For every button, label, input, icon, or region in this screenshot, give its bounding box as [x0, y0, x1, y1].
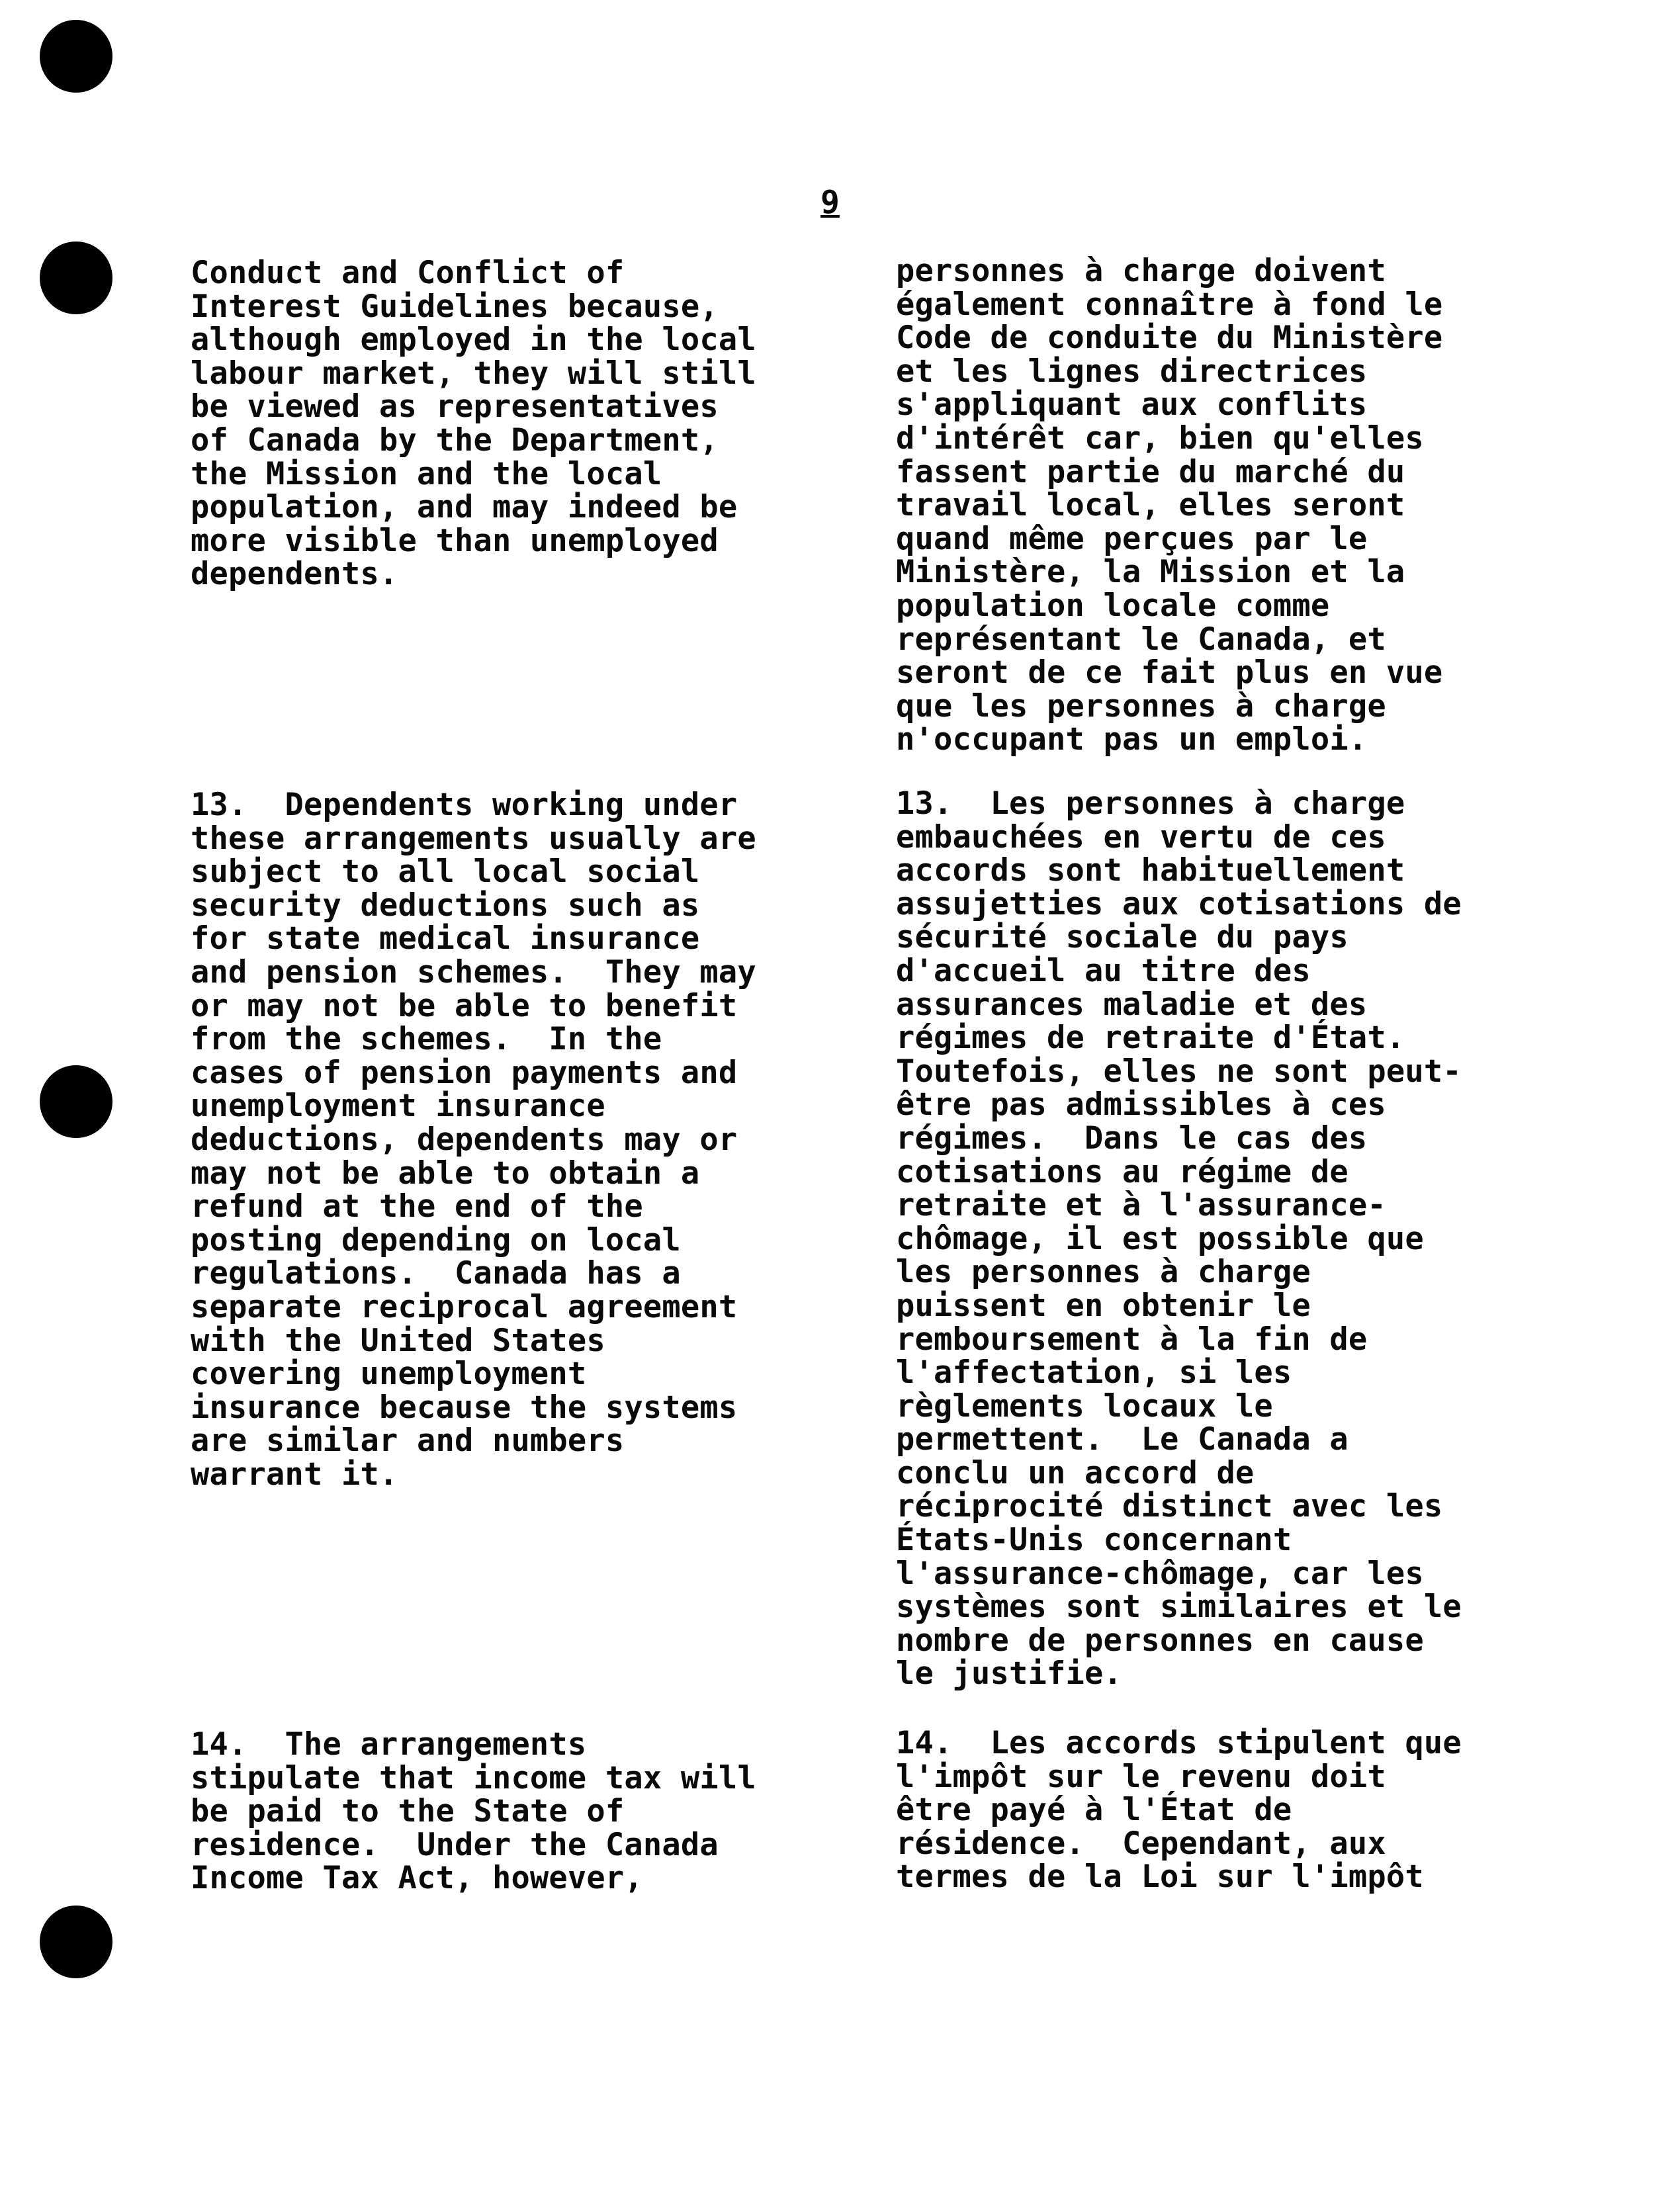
- en-continuation-paragraph: Conduct and Conflict of Interest Guidelines because, although employed in the local labour market, they will still be viewed as representatives of Canada by the Department, the Mission and the local population, and may indeed be more visible than unemployed dependents.: [191, 255, 756, 593]
- binder-hole-4: [40, 1906, 112, 1978]
- fr-paragraph-14: 14. Les accords stipulent que l'impôt sur le revenu doit être payé à l'État de résidence. Cependant, aux termes de la Loi sur l'impôt: [896, 1725, 1462, 1896]
- en-paragraph-13: 13. Dependents working under these arrangements usually are subject to all local social security deductions such as for state medical insurance and pension schemes. They may or may not be able to benefit from the schemes. In the cases of pension payments and unemployment insurance deductions, dependents may or may not be able to obtain a refund at the end of the posting depending on local regulations. Canada has a separate reciprocal agreement with the United States covering unemployment insurance because the systems are similar and numbers warrant it.: [191, 787, 756, 1493]
- en-paragraph-14: 14. The arrangements stipulate that income tax will be paid to the State of residence. Under the Canada Income Tax Act, however,: [191, 1726, 756, 1897]
- page-number: 9: [820, 184, 840, 221]
- binder-hole-1: [40, 20, 112, 93]
- binder-hole-2: [40, 241, 112, 314]
- fr-paragraph-13: 13. Les personnes à charge embauchées en vertu de ces accords sont habituellement assujetties aux cotisations de sécurité sociale du pays d'accueil au titre des assurances maladie et des régimes de retraite d'État. Toutefois, elles ne sont peut- être pas admissibles à ces régimes. Dans le cas des cotisations au régime de retraite et à l'assurance- chômage, il est possible que les personnes à charge puissent en obtenir le remboursement à la fin de l'affectation, si les règlements locaux le permettent. Le Canada a conclu un accord de réciprocité distinct avec les États-Unis concernant l'assurance-chômage, car les systèmes sont similaires et le nombre de personnes en cause le justifie.: [896, 785, 1462, 1692]
- binder-hole-3: [40, 1065, 112, 1138]
- fr-continuation-paragraph: personnes à charge doivent également connaître à fond le Code de conduite du Ministère et les lignes directrices s'appliquant aux conflits d'intérêt car, bien qu'elles fassent partie du marché du travail local, elles seront quand même perçues par le Ministère, la Mission et la population locale comme représentant le Canada, et seront de ce fait plus en vue que les personnes à charge n'occupant pas un emploi.: [896, 253, 1443, 758]
